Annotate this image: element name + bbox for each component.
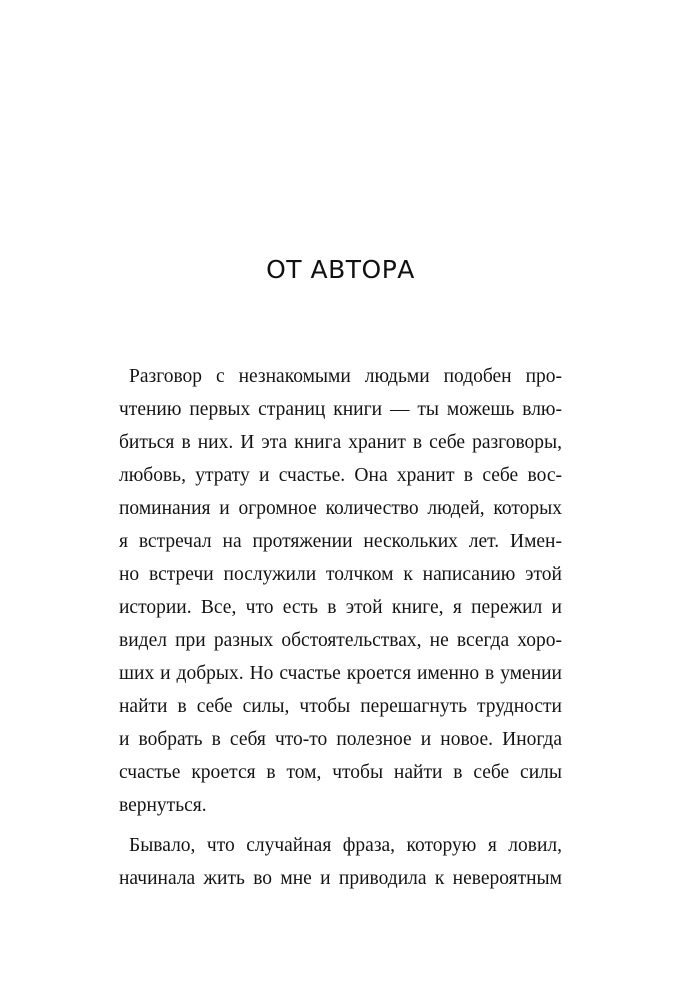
text-line: любовь, утрату и счастье. Она хранит в себе вос- bbox=[119, 465, 562, 486]
text-line: и вобрать в себя что-то полезное и новое. Иногда bbox=[119, 729, 562, 750]
text-line: поминания и огромное количество людей, которых bbox=[119, 498, 562, 519]
paragraph bbox=[119, 360, 562, 822]
text-line: Бывало, что случайная фраза, которую я ловил, bbox=[129, 835, 562, 856]
text-line: Разговор с незнакомыми людьми подобен про- bbox=[129, 366, 562, 387]
body-text bbox=[119, 360, 562, 895]
text-line: счастье кроется в том, чтобы найти в себе силы bbox=[119, 762, 562, 783]
text-line: начинала жить во мне и приводила к невероятным bbox=[119, 868, 562, 889]
chapter-title: ОТ АВТОРА bbox=[266, 255, 415, 284]
text-line: истории. Все, что есть в этой книге, я пережил и bbox=[119, 597, 562, 618]
text-line: видел при разных обстоятельствах, не всегда хоро- bbox=[119, 630, 562, 651]
text-line: ших и добрых. Но счастье кроется именно в умении bbox=[119, 663, 562, 684]
text-line: найти в себе силы, чтобы перешагнуть трудности bbox=[119, 696, 562, 717]
text-line: биться в них. И эта книга хранит в себе разговоры, bbox=[119, 432, 562, 453]
text-line: вернуться. bbox=[119, 795, 207, 816]
paragraph bbox=[119, 829, 562, 895]
text-line: чтению первых страниц книги — ты можешь влю- bbox=[119, 399, 562, 420]
text-line: я встречал на протяжении нескольких лет. Имен- bbox=[119, 531, 562, 552]
text-line: но встречи послужили толчком к написанию этой bbox=[119, 564, 562, 585]
paragraph-gap bbox=[119, 822, 562, 829]
